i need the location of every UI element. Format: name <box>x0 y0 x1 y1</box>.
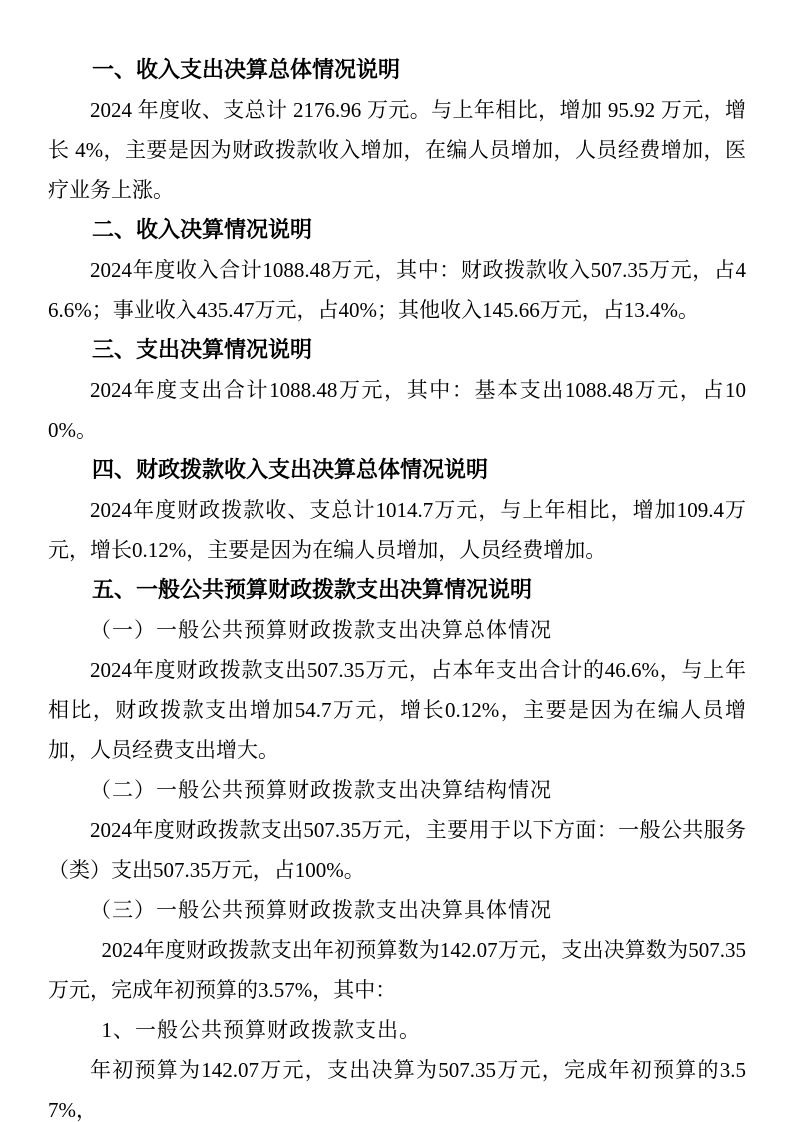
section-2-paragraph: 2024年度收入合计1088.48万元，其中：财政拨款收入507.35万元，占46.6%；事业收入435.47万元，占40%；其他收入145.66万元，占13.4%。 <box>48 258 746 322</box>
section-1-heading: 一、收入支出决算总体情况说明 <box>92 57 401 82</box>
subsection-5-3-heading: （三）一般公共预算财政拨款支出决算具体情况 <box>90 898 552 922</box>
section-2-heading: 二、收入决算情况说明 <box>92 217 313 242</box>
section-5-heading: 五、一般公共预算财政拨款支出决算情况说明 <box>92 577 533 602</box>
section-1-paragraph: 2024 年度收、支总计 2176.96 万元。与上年相比，增加 95.92 万元，增长 4%，主要是因为财政拨款收入增加，在编人员增加，人员经费增加，医疗业务上涨。 <box>48 98 746 202</box>
subsection-5-3-detail-paragraph: 年初预算为142.07万元，支出决算为507.35万元，完成年初预算的3.57%， <box>48 1058 746 1122</box>
section-4-paragraph: 2024年度财政拨款收、支总计1014.7万元，与上年相比，增加109.4万元，增长0.12%，主要是因为在编人员增加，人员经费增加。 <box>48 498 746 562</box>
section-4-heading: 四、财政拨款收入支出决算总体情况说明 <box>92 457 489 482</box>
subsection-5-2-heading: （二）一般公共预算财政拨款支出决算结构情况 <box>90 778 552 802</box>
section-3-heading: 三、支出决算情况说明 <box>92 337 313 362</box>
subsection-5-1-heading: （一）一般公共预算财政拨款支出决算总体情况 <box>90 618 552 642</box>
subsection-5-3-intro-paragraph: 2024年度财政拨款支出年初预算数为142.07万元，支出决算数为507.35万元，完成年初预算的3.57%，其中： <box>48 938 746 1002</box>
subsection-5-1-paragraph: 2024年度财政拨款支出507.35万元，占本年支出合计的46.6%，与上年相比，财政拨款支出增加54.7万元，增长0.12%，主要是因为在编人员增加，人员经费支出增大。 <box>48 658 746 762</box>
subsection-5-2-paragraph: 2024年度财政拨款支出507.35万元，主要用于以下方面：一般公共服务（类）支出507.35万元，占100%。 <box>48 818 746 882</box>
section-3-paragraph: 2024年度支出合计1088.48万元，其中：基本支出1088.48万元，占100%。 <box>48 378 746 442</box>
subsection-5-3-numbered-item: 1、一般公共预算财政拨款支出。 <box>101 1018 422 1042</box>
